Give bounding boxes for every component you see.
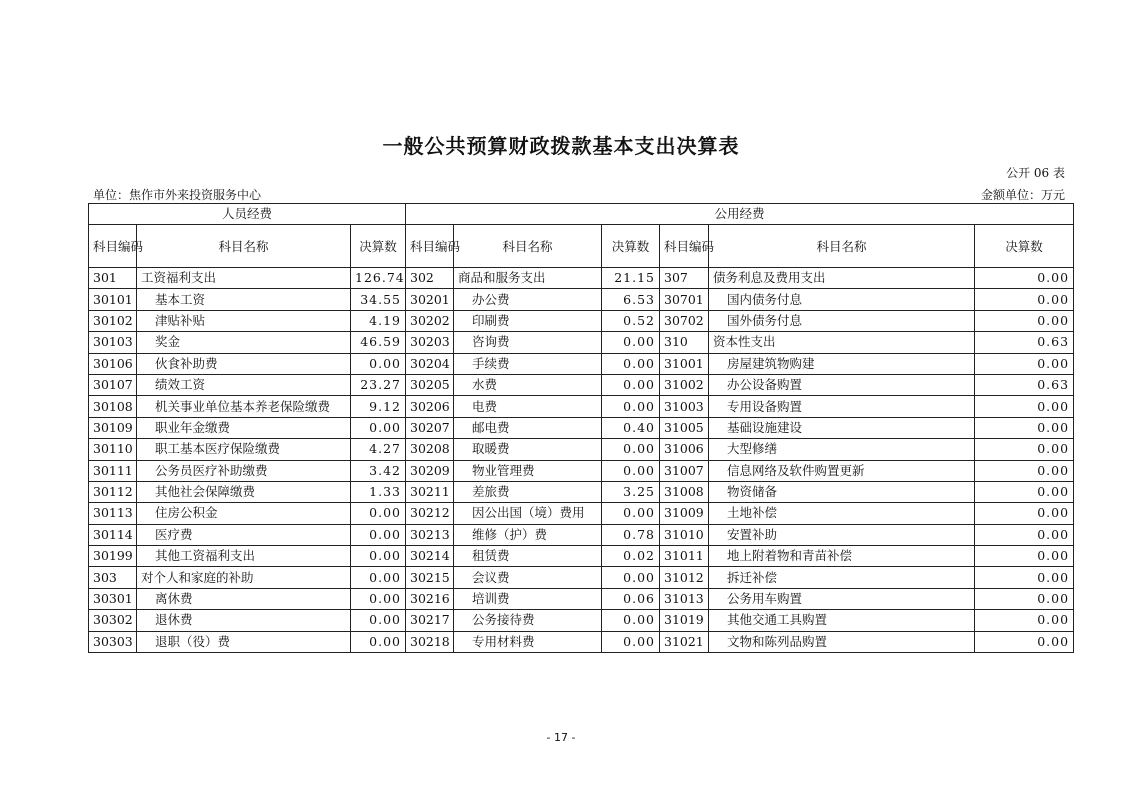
subject-code: 31011 — [660, 546, 709, 567]
amount-value: 0.00 — [351, 567, 406, 588]
amount-value: 0.52 — [602, 310, 660, 331]
subject-code: 30207 — [406, 417, 454, 438]
amount-value: 0.40 — [602, 417, 660, 438]
amount-value: 0.00 — [975, 460, 1074, 481]
amount-value: 0.00 — [602, 503, 660, 524]
table-row — [89, 610, 1074, 631]
amount-value: 0.00 — [975, 631, 1074, 652]
subject-code: 302 — [406, 268, 454, 289]
subject-name: 国内债务付息 — [709, 289, 975, 310]
amount-value: 21.15 — [602, 268, 660, 289]
subject-code: 31013 — [660, 588, 709, 609]
subject-name: 因公出国（境）费用 — [454, 503, 602, 524]
amount-value: 0.00 — [351, 524, 406, 545]
table-row — [89, 310, 1074, 331]
table-row — [89, 546, 1074, 567]
table-row — [89, 460, 1074, 481]
subject-code: 31001 — [660, 353, 709, 374]
subject-name: 物业管理费 — [454, 460, 602, 481]
subject-code: 31009 — [660, 503, 709, 524]
subject-code: 30201 — [406, 289, 454, 310]
amount-value: 1.33 — [351, 481, 406, 502]
subject-name: 资本性支出 — [709, 332, 975, 353]
amount-value: 0.06 — [602, 588, 660, 609]
subject-name: 电费 — [454, 396, 602, 417]
subject-name: 伙食补助费 — [137, 353, 351, 374]
table-row — [89, 503, 1074, 524]
amount-value: 0.00 — [975, 439, 1074, 460]
table-row — [89, 417, 1074, 438]
amount-value: 0.78 — [602, 524, 660, 545]
code-header: 科目编码 — [406, 225, 454, 268]
subject-name: 办公费 — [454, 289, 602, 310]
amount-value: 0.00 — [602, 439, 660, 460]
subject-name: 退休费 — [137, 610, 351, 631]
table-row — [89, 396, 1074, 417]
subject-code: 30109 — [89, 417, 137, 438]
amount-value: 0.00 — [975, 588, 1074, 609]
personnel-header: 人员经费 — [89, 204, 406, 225]
amount-value: 0.00 — [975, 567, 1074, 588]
subject-code: 30107 — [89, 374, 137, 395]
subject-name: 房屋建筑物购建 — [709, 353, 975, 374]
subject-code: 30113 — [89, 503, 137, 524]
amount-value: 0.00 — [975, 524, 1074, 545]
subject-code: 30204 — [406, 353, 454, 374]
subject-code: 30211 — [406, 481, 454, 502]
subject-name: 土地补偿 — [709, 503, 975, 524]
subject-name: 债务利息及费用支出 — [709, 268, 975, 289]
amount-value: 0.00 — [602, 396, 660, 417]
page-title: 一般公共预算财政拨款基本支出决算表 — [382, 134, 740, 158]
subject-name: 离休费 — [137, 588, 351, 609]
subject-name: 国外债务付息 — [709, 310, 975, 331]
subject-name: 水费 — [454, 374, 602, 395]
amount-value: 0.00 — [351, 353, 406, 374]
table-row — [89, 524, 1074, 545]
subject-name: 咨询费 — [454, 332, 602, 353]
name-header: 科目名称 — [454, 225, 602, 268]
subject-name: 公务用车购置 — [709, 588, 975, 609]
subject-code: 31012 — [660, 567, 709, 588]
page-number: - 17 - — [546, 731, 576, 744]
subject-code: 30199 — [89, 546, 137, 567]
amount-value: 0.00 — [602, 610, 660, 631]
subject-code: 30102 — [89, 310, 137, 331]
subject-name: 邮电费 — [454, 417, 602, 438]
subject-code: 31007 — [660, 460, 709, 481]
subject-name: 会议费 — [454, 567, 602, 588]
amount-value: 0.00 — [975, 546, 1074, 567]
subject-code: 30702 — [660, 310, 709, 331]
amount-value: 0.02 — [602, 546, 660, 567]
subject-name: 维修（护）费 — [454, 524, 602, 545]
table-row — [89, 353, 1074, 374]
amount-value: 0.00 — [975, 310, 1074, 331]
subject-code: 30208 — [406, 439, 454, 460]
amount-header: 决算数 — [602, 225, 660, 268]
amount-value: 0.00 — [975, 481, 1074, 502]
subject-name: 退职（役）费 — [137, 631, 351, 652]
table-row — [89, 439, 1074, 460]
amount-value: 0.00 — [351, 631, 406, 652]
subject-code: 30202 — [406, 310, 454, 331]
name-header: 科目名称 — [709, 225, 975, 268]
subject-name: 机关事业单位基本养老保险缴费 — [137, 396, 351, 417]
amount-value: 23.27 — [351, 374, 406, 395]
subject-code: 30214 — [406, 546, 454, 567]
table-row — [89, 588, 1074, 609]
subject-code: 30103 — [89, 332, 137, 353]
amount-value: 0.00 — [351, 546, 406, 567]
amount-value: 0.00 — [351, 610, 406, 631]
subject-name: 基本工资 — [137, 289, 351, 310]
subject-code: 30101 — [89, 289, 137, 310]
expenditure-table — [88, 203, 1074, 653]
amount-value: 34.55 — [351, 289, 406, 310]
amount-value: 9.12 — [351, 396, 406, 417]
subject-code: 307 — [660, 268, 709, 289]
amount-value: 6.53 — [602, 289, 660, 310]
subject-code: 31005 — [660, 417, 709, 438]
subject-code: 30108 — [89, 396, 137, 417]
amount-value: 0.00 — [975, 353, 1074, 374]
subject-name: 培训费 — [454, 588, 602, 609]
subject-name: 文物和陈列品购置 — [709, 631, 975, 652]
subject-code: 30114 — [89, 524, 137, 545]
subject-code: 301 — [89, 268, 137, 289]
public-header: 公用经费 — [406, 204, 1074, 225]
subject-name: 津贴补贴 — [137, 310, 351, 331]
amount-value: 0.63 — [975, 374, 1074, 395]
subject-code: 30112 — [89, 481, 137, 502]
subject-name: 办公设备购置 — [709, 374, 975, 395]
subject-code: 31003 — [660, 396, 709, 417]
subject-code: 31008 — [660, 481, 709, 502]
subject-code: 30106 — [89, 353, 137, 374]
amount-value: 4.19 — [351, 310, 406, 331]
amount-value: 0.63 — [975, 332, 1074, 353]
subject-name: 其他交通工具购置 — [709, 610, 975, 631]
amount-value: 0.00 — [351, 588, 406, 609]
subject-code: 30216 — [406, 588, 454, 609]
subject-name: 专用设备购置 — [709, 396, 975, 417]
subject-name: 其他社会保障缴费 — [137, 481, 351, 502]
subject-code: 31002 — [660, 374, 709, 395]
table-row — [89, 374, 1074, 395]
amount-value: 0.00 — [975, 610, 1074, 631]
unit-label: 单位：焦作市外来投资服务中心 — [93, 188, 262, 202]
subject-code: 310 — [660, 332, 709, 353]
table-row — [89, 332, 1074, 353]
amount-value: 0.00 — [602, 631, 660, 652]
subject-code: 30302 — [89, 610, 137, 631]
subject-code: 31010 — [660, 524, 709, 545]
subject-code: 30203 — [406, 332, 454, 353]
subject-name: 取暖费 — [454, 439, 602, 460]
subject-code: 30206 — [406, 396, 454, 417]
subject-name: 职业年金缴费 — [137, 417, 351, 438]
subject-code: 30301 — [89, 588, 137, 609]
subject-code: 303 — [89, 567, 137, 588]
subject-code: 30303 — [89, 631, 137, 652]
subject-name: 基础设施建设 — [709, 417, 975, 438]
name-header: 科目名称 — [137, 225, 351, 268]
subject-code: 30111 — [89, 460, 137, 481]
amount-value: 0.00 — [351, 503, 406, 524]
amount-value: 0.00 — [602, 353, 660, 374]
amount-value: 126.74 — [351, 268, 406, 289]
amount-value: 0.00 — [975, 268, 1074, 289]
amount-value: 0.00 — [602, 460, 660, 481]
subject-code: 30212 — [406, 503, 454, 524]
subject-name: 物资储备 — [709, 481, 975, 502]
subject-code: 30110 — [89, 439, 137, 460]
subject-name: 安置补助 — [709, 524, 975, 545]
amount-value: 3.25 — [602, 481, 660, 502]
table-row — [89, 268, 1074, 289]
amount-value: 3.42 — [351, 460, 406, 481]
amount-value: 0.00 — [975, 396, 1074, 417]
amount-unit: 金额单位：万元 — [980, 188, 1065, 202]
subject-name: 商品和服务支出 — [454, 268, 602, 289]
amount-value: 0.00 — [975, 417, 1074, 438]
table-row — [89, 481, 1074, 502]
subject-code: 31019 — [660, 610, 709, 631]
subject-code: 30215 — [406, 567, 454, 588]
subject-name: 绩效工资 — [137, 374, 351, 395]
table-code: 公开 06 表 — [1006, 166, 1065, 180]
table-row — [89, 567, 1074, 588]
subject-code: 30217 — [406, 610, 454, 631]
subject-code: 30209 — [406, 460, 454, 481]
amount-value: 46.59 — [351, 332, 406, 353]
subject-code: 31021 — [660, 631, 709, 652]
subject-name: 公务接待费 — [454, 610, 602, 631]
subject-name: 地上附着物和青苗补偿 — [709, 546, 975, 567]
amount-value: 0.00 — [602, 332, 660, 353]
subject-code: 30701 — [660, 289, 709, 310]
subject-name: 工资福利支出 — [137, 268, 351, 289]
amount-value: 0.00 — [975, 289, 1074, 310]
subject-name: 大型修缮 — [709, 439, 975, 460]
subject-code: 31006 — [660, 439, 709, 460]
subject-name: 住房公积金 — [137, 503, 351, 524]
subject-name: 租赁费 — [454, 546, 602, 567]
subject-name: 拆迁补偿 — [709, 567, 975, 588]
subject-name: 其他工资福利支出 — [137, 546, 351, 567]
subject-code: 30218 — [406, 631, 454, 652]
subject-name: 印刷费 — [454, 310, 602, 331]
subject-name: 专用材料费 — [454, 631, 602, 652]
amount-value: 0.00 — [602, 567, 660, 588]
code-header: 科目编码 — [89, 225, 137, 268]
subject-code: 30213 — [406, 524, 454, 545]
amount-value: 0.00 — [975, 503, 1074, 524]
table-row — [89, 631, 1074, 652]
subject-name: 奖金 — [137, 332, 351, 353]
subject-code: 30205 — [406, 374, 454, 395]
subject-name: 对个人和家庭的补助 — [137, 567, 351, 588]
code-header: 科目编码 — [660, 225, 709, 268]
subject-name: 职工基本医疗保险缴费 — [137, 439, 351, 460]
subject-name: 公务员医疗补助缴费 — [137, 460, 351, 481]
amount-header: 决算数 — [351, 225, 406, 268]
amount-value: 4.27 — [351, 439, 406, 460]
table-row — [89, 289, 1074, 310]
amount-header: 决算数 — [975, 225, 1074, 268]
subject-name: 医疗费 — [137, 524, 351, 545]
subject-name: 手续费 — [454, 353, 602, 374]
amount-value: 0.00 — [602, 374, 660, 395]
subject-name: 差旅费 — [454, 481, 602, 502]
amount-value: 0.00 — [351, 417, 406, 438]
subject-name: 信息网络及软件购置更新 — [709, 460, 975, 481]
